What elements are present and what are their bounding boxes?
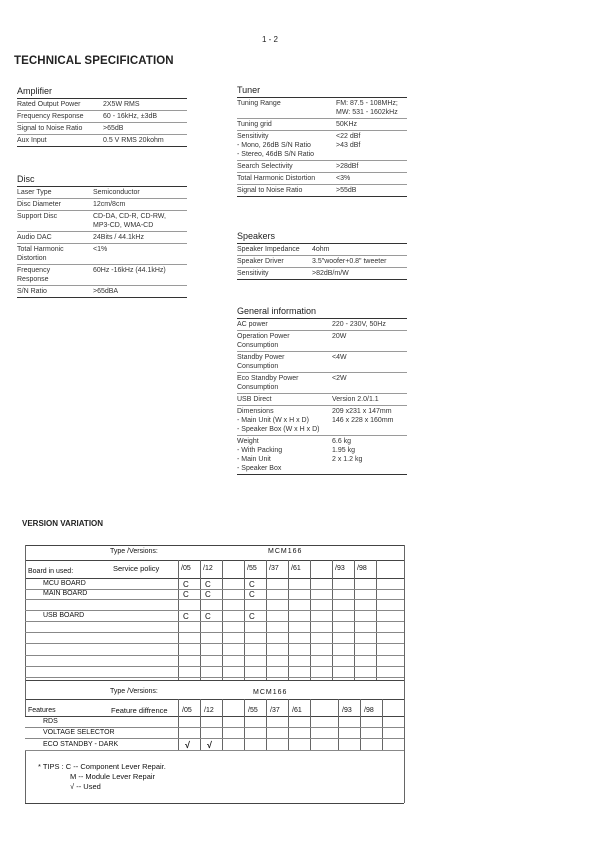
amplifier-title: Amplifier [17,86,53,96]
tuner-row-value: FM: 87.5 - 108MHz; MW: 531 - 1602kHz [336,100,398,116]
service-policy-label: Service policy [113,564,160,573]
table-row-line [25,632,404,633]
feature-difference-label: Feature diffrence [111,706,168,715]
table-border-left-top [25,545,26,560]
feature-version-header-93: /93 [342,707,352,714]
features-col-line [288,699,289,751]
table-row-line [25,610,404,611]
disc-row-value: CD-DA, CD-R, CD-RW, MP3-CD, WMA-CD [93,213,166,229]
page-title: TECHNICAL SPECIFICATION [14,55,174,67]
general-row-label: Dimensions - Main Unit (W x H x D) - Speaker Box (W x H x D) [237,408,320,433]
feature-version-header-61: /61 [292,707,302,714]
disc-row-value: 60Hz -16kHz (44.1kHz) [93,267,166,274]
board-mark: C [183,580,189,589]
tuner-row-label: Tuning grid [237,121,272,128]
feature-version-header-05: /05 [182,707,192,714]
version-header-12: /12 [203,565,213,572]
general-row-label: Eco Standby Power Consumption [237,375,299,391]
general-row-value: Version 2.0/1.1 [332,396,379,403]
features-col-line [244,699,245,751]
tips-line-1: * TIPS : C -- Component Lever Repair. [38,762,166,771]
features-col-line [360,699,361,751]
general-row-label: Weight - With Packing - Main Unit - Speaker Box [237,438,283,472]
table-border-top [25,545,404,546]
amplifier-row-label: Frequency Response [17,113,84,120]
board-row-name: MAIN BOARD [43,590,88,597]
speakers-row-value: 4ohm [312,246,330,253]
speakers-title: Speakers [237,231,276,241]
features-col-line [200,699,201,751]
features-col-line [310,699,311,751]
general-row-value: 220 - 230V, 50Hz [332,321,386,328]
disc-row-label: Audio DAC [17,234,52,241]
tips-line-3: √ -- Used [70,782,101,791]
tuner-row-label: Sensitivity - Mono, 26dB S/N Ratio - Stereo, 46dB S/N Ratio [237,133,315,158]
table-row-line [25,643,404,644]
general-row-label: Standby Power Consumption [237,354,285,370]
disc-row-label: Total Harmonic Distortion [17,246,64,262]
board-in-used-label: Board in used: [28,568,74,575]
general-row-value: <2W [332,375,347,382]
table-border-right [404,545,405,803]
table-row-line [25,677,404,678]
feature-row-name: ECO STANDBY - DARK [43,741,119,748]
disc-row-label: Laser Type [17,189,52,196]
disc-row-value: 12cm/8cm [93,201,126,208]
board-mark: C [183,590,189,599]
amplifier-row-label: Rated Output Power [17,101,81,108]
features-col-line [222,699,223,751]
tuner-row-value: <22 dBf >43 dBf [336,133,361,149]
general-title: General information [237,306,317,316]
amplifier-row-value: >65dB [103,125,124,132]
table-section-rule [25,680,404,681]
feature-mark: √ [207,740,212,750]
table-left-line [25,560,26,680]
table-col-line [266,560,267,680]
amplifier-row-value: 60 - 16kHz, ±3dB [103,113,158,120]
table-col-line [178,560,179,680]
table-row-line [25,599,404,600]
disc-row-value: Semiconductor [93,189,140,196]
general-row-label: AC power [237,321,268,328]
disc-row-value: >65dBA [93,288,119,295]
board-mark: C [205,612,211,621]
board-mark: C [249,612,255,621]
table-col-line [244,560,245,680]
general-row-value: 209 x231 x 147mm 146 x 228 x 160mm [332,408,394,424]
speakers-row-label: Speaker Impedance [237,246,300,253]
feature-version-header-37: /37 [270,707,280,714]
speakers-row-label: Sensitivity [237,270,269,277]
feature-mark: √ [185,740,190,750]
version-header-55: /55 [247,565,257,572]
model-label-2: MCM166 [253,689,288,696]
feature-row-line [25,727,404,728]
tuner-row-value: >55dB [336,187,357,194]
disc-row-label: S/N Ratio [17,288,47,295]
version-variation-heading: VERSION VARIATION [22,519,104,528]
general-row-value: 6.6 kg 1.95 kg 2 x 1.2 kg [332,438,363,463]
board-row-name: MCU BOARD [43,580,86,587]
type-versions-label-1: Type /Versions: [110,548,158,555]
tuner-row-label: Signal to Noise Ratio [237,187,303,194]
amplifier-row-value: 2X5W RMS [103,101,140,108]
speakers-row-value: 3.5"woofer+0.8" tweeter [312,258,387,265]
features-header-rule [25,699,404,700]
features-col-line [178,699,179,751]
tuner-row-label: Tuning Range [237,100,281,107]
table-col-line [332,560,333,680]
feature-row-line [25,750,404,751]
table-row-line [25,621,404,622]
table-col-line [222,560,223,680]
board-row-name: USB BOARD [43,612,85,619]
tuner-title: Tuner [237,85,261,95]
board-mark: C [205,590,211,599]
tips-left-line [25,751,26,803]
features-col-line [382,699,383,751]
table-header-rule [25,560,404,561]
tips-line-2: M -- Module Lever Repair [70,772,156,781]
feature-version-header-12: /12 [204,707,214,714]
speakers-row-value: >82dB/m/W [312,270,349,277]
table-col-line [310,560,311,680]
table-col-line [354,560,355,680]
disc-row-label: Support Disc [17,213,58,220]
general-row-label: Operation Power Consumption [237,333,290,349]
feature-row-line [25,738,404,739]
version-header-05: /05 [181,565,191,572]
disc-row-label: Frequency Response [17,267,51,283]
amplifier-row-label: Aux Input [17,137,47,144]
features-version-rule [25,716,404,717]
tuner-row-label: Search Selectivity [237,163,293,170]
general-row-value: 20W [332,333,347,340]
tuner-row-value: >28dBf [336,163,359,170]
feature-version-header-55: /55 [248,707,258,714]
tuner-row-value: 50KHz [336,121,358,128]
feature-row-name: RDS [43,718,58,725]
feature-row-name: VOLTAGE SELECTOR [43,729,115,736]
features-label: Features [28,707,56,714]
table-border-bottom [25,803,404,804]
disc-row-label: Disc Diameter [17,201,61,208]
features-col-line [338,699,339,751]
table-row-line [25,666,404,667]
board-mark: C [249,580,255,589]
speakers-row-label: Speaker Driver [237,258,284,265]
version-header-93: /93 [335,565,345,572]
board-mark: C [249,590,255,599]
model-label-1: MCM166 [268,548,303,555]
table-version-rule [25,578,404,579]
page-number: 1 - 2 [262,35,279,44]
type-versions-label-2: Type /Versions: [110,688,158,695]
table-col-line [288,560,289,680]
version-header-37: /37 [269,565,279,572]
board-mark: C [183,612,189,621]
amplifier-row-value: 0.5 V RMS 20kohm [103,137,164,144]
version-header-98: /98 [357,565,367,572]
disc-title: Disc [17,174,35,184]
disc-row-value: <1% [93,246,108,253]
disc-row-value: 24Bits / 44.1kHz [93,234,144,241]
features-left-line [25,680,26,716]
features-col-line [266,699,267,751]
table-col-line [376,560,377,680]
table-col-line [200,560,201,680]
table-row-line [25,655,404,656]
tuner-row-label: Total Harmonic Distortion [237,175,316,182]
feature-version-header-98: /98 [364,707,374,714]
amplifier-row-label: Signal to Noise Ratio [17,125,83,132]
board-mark: C [205,580,211,589]
general-row-value: <4W [332,354,347,361]
version-header-61: /61 [291,565,301,572]
tuner-row-value: <3% [336,175,351,182]
general-row-label: USB Direct [237,396,272,403]
